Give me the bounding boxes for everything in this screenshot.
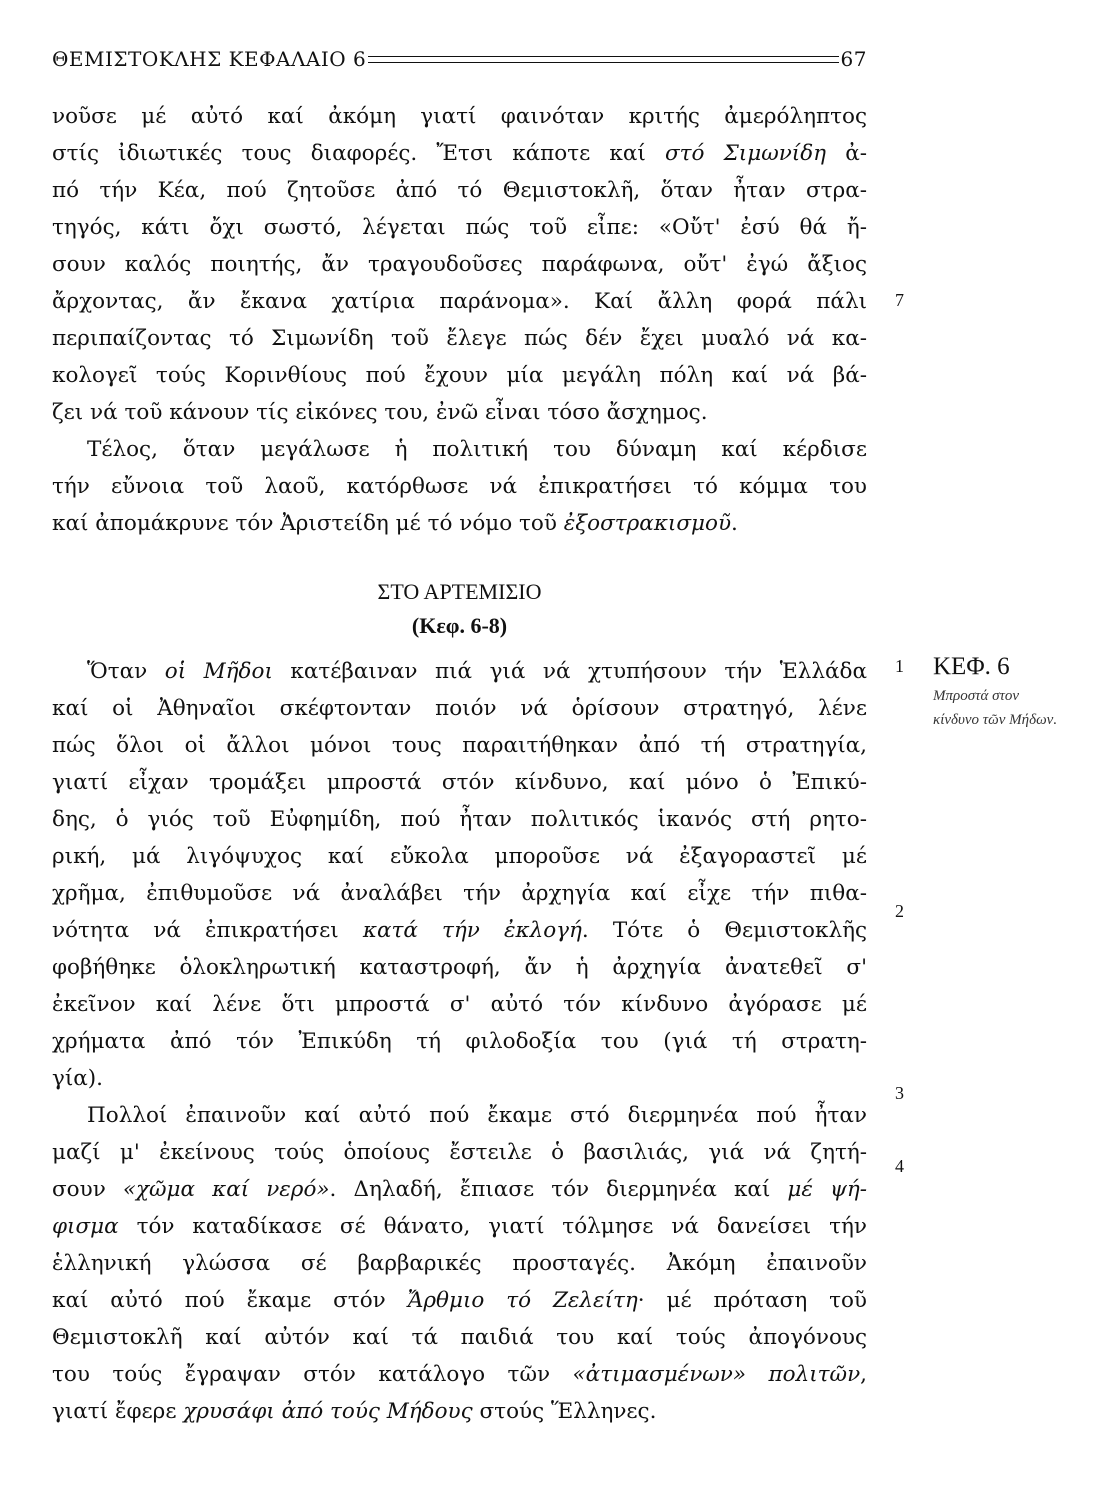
text-line: χρήματα ἀπό τόν Ἐπικύδη τή φιλοδοξία του (γιά τή στρατη- [52,1029,867,1054]
body-text [52,98,867,1430]
text-run-italic: «ἀτιμασμένων» πολιτῶν [572,1362,861,1387]
text-line [52,1356,867,1393]
margin-number: 1 [895,656,904,676]
margin-number: 7 [895,290,904,310]
text-line: ἐκεῖνον καί λένε ὅτι μπροστά σ' αὐτό τόν κίνδυνο ἀγόρασε μέ [52,992,867,1017]
text-line: ρική, μά λιγόψυχος καί εὔκολα μποροῦσε νά ἐξαγοραστεῖ μέ [52,844,867,869]
margin-number: 3 [895,1083,904,1103]
text-line: δης, ὁ γιός τοῦ Εὐφημίδη, πού ἦταν πολιτικός ἱκανός στή ρητο- [52,807,867,832]
text-run: . Τότε ὁ Θεμιστοκλῆς [581,918,867,943]
text-line: γιατί εἶχαν τρομάξει μπροστά στόν κίνδυνο, καί μόνο ὁ Ἐπικύ- [52,770,867,795]
text-line: καί οἱ Ἀθηναῖοι σκέφτονταν ποιόν νά ὁρίσουν στρατηγό, λένε [52,696,867,721]
text-line: νοῦσε μέ αὐτό καί ἀκόμη γιατί φαινόταν κριτής ἀμερόληπτος [52,104,867,129]
text-run: . Δηλαδή, ἔπιασε τόν διερμηνέα καί [329,1177,788,1202]
text-run-italic: Ἄρθμιο τό Ζελείτη [407,1288,638,1313]
text-run: σουν [52,1177,123,1202]
sidenote-label: ΚΕΦ. 6 [933,653,1010,680]
section-title: ΣΤΟ ΑΡΤΕΜΙΣΙΟ [377,579,542,604]
margin-number: 4 [895,1156,904,1176]
text-run-italic: κατά τήν ἐκλογή [362,918,582,943]
text-line: ζει νά τοῦ κάνουν τίς εἰκόνες του, ἐνῶ εἶναι τόσο ἄσχημος. [52,400,708,425]
text-line: Θεμιστοκλῆ καί αὐτόν καί τά παιδιά του καί τούς ἀπογόνους [52,1325,867,1350]
text-run: καί αὐτό πού ἔκαμε στόν [52,1288,408,1313]
text-run: . [731,511,738,536]
running-title: ΘΕΜΙΣΤΟΚΛΗΣ ΚΕΦΑΛΑΙΟ 6 [52,47,367,71]
text-line: τήν εὔνοια τοῦ λαοῦ, κατόρθωσε νά ἐπικρατήσει τό κόμμα του [52,474,867,499]
text-run: τόν καταδίκασε σέ θάνατο, γιατί τόλμησε νά δανείσει τήν [118,1214,867,1239]
text-line: φοβήθηκε ὁλοκληρωτική καταστροφή, ἄν ἡ ἀρχηγία ἀνατεθεῖ σ' [52,955,867,980]
text-run-italic: φισμα [52,1214,119,1239]
text-line: μαζί μ' ἐκείνους τούς ὁποίους ἔστειλε ὁ βασιλιάς, γιά νά ζητή- [52,1140,867,1165]
page-number: 67 [840,47,867,71]
text-run-italic: ἐξοστρακισμοῦ [563,511,732,536]
text-run: , [860,1362,867,1387]
text-run: · μέ πρόταση τοῦ [637,1288,868,1313]
margin-number: 2 [895,901,904,921]
chapter-sidenote [933,650,1083,732]
text-line: περιπαίζοντας τό Σιμωνίδη τοῦ ἔλεγε πώς δέν ἔχει μυαλό νά κα- [52,326,867,351]
text-run: στούς Ἕλληνες. [472,1399,657,1424]
text-line: σουν καλός ποιητής, ἄν τραγουδοῦσες παράφωνα, οὔτ' ἐγώ ἄξιος [52,252,867,277]
text-line [52,505,867,542]
text-line: Τέλος, ὅταν μεγάλωσε ἡ πολιτική του δύναμη καί κέρδισε [87,437,867,462]
text-run: νότητα νά ἐπικρατήσει [52,918,363,943]
text-run: κατέβαιναν πιά γιά νά χτυπήσουν τήν Ἑλλάδα [272,659,868,684]
text-run-italic: «χῶμα καί νερό» [122,1177,330,1202]
text-line [52,1282,867,1319]
text-line: κολογεῖ τούς Κορινθίους πού ἔχουν μία μεγάλη πόλη καί νά βά- [52,363,867,388]
text-line [52,653,867,690]
text-line: πώς ὅλοι οἱ ἄλλοι μόνοι τους παραιτήθηκαν ἀπό τή στρατηγία, [52,733,867,758]
text-line [52,912,867,949]
text-run-italic: οἱ Μῆδοι [164,659,273,684]
running-header [52,44,867,74]
text-run: ἀ- [826,141,867,166]
sidenote-description: Μπροστά στον κίνδυνο τῶν Μήδων. [933,688,1058,728]
text-line: χρῆμα, ἐπιθυμοῦσε νά ἀναλάβει τήν ἀρχηγία καί εἶχε τήν πιθα- [52,881,867,906]
text-run-italic: μέ ψή- [787,1177,867,1202]
text-line [52,1208,867,1245]
text-line: πό τήν Κέα, πού ζητοῦσε ἀπό τό Θεμιστοκλῆ, ὅταν ἦταν στρα- [52,178,867,203]
text-run: στίς ἰδιωτικές τους διαφορές. Ἔτσι κάποτε καί [52,141,665,166]
text-line: τηγός, κάτι ὄχι σωστό, λέγεται πώς τοῦ εἶπε: «Οὔτ' ἐσύ θά ἤ- [52,215,867,240]
text-line [52,135,867,172]
text-run: γιατί ἔφερε [52,1399,184,1424]
text-run: καί ἀπομάκρυνε τόν Ἀριστείδη μέ τό νόμο τοῦ [52,511,564,536]
text-line: ἑλληνική γλώσσα σέ βαρβαρικές προσταγές. Ἀκόμη ἐπαινοῦν [52,1251,867,1276]
text-run: Ὅταν [87,659,165,684]
header-rule [368,56,838,63]
text-line: ἄρχοντας, ἄν ἔκανα χατίρια παράνομα». Καί ἄλλη φορά πάλι [52,289,867,314]
text-line [52,1171,867,1208]
text-line [52,1393,867,1430]
text-run-italic: χρυσάφι ἀπό τούς Μήδους [183,1399,473,1424]
text-line: Πολλοί ἐπαινοῦν καί αὐτό πού ἔκαμε στό διερμηνέα πού ἦταν [87,1103,867,1128]
text-run: του τούς ἔγραψαν στόν κατάλογο τῶν [52,1362,573,1387]
text-run-italic: στό Σιμωνίδη [664,141,827,166]
section-chapters: (Κεφ. 6-8) [411,613,508,638]
text-line: γία). [52,1066,104,1091]
